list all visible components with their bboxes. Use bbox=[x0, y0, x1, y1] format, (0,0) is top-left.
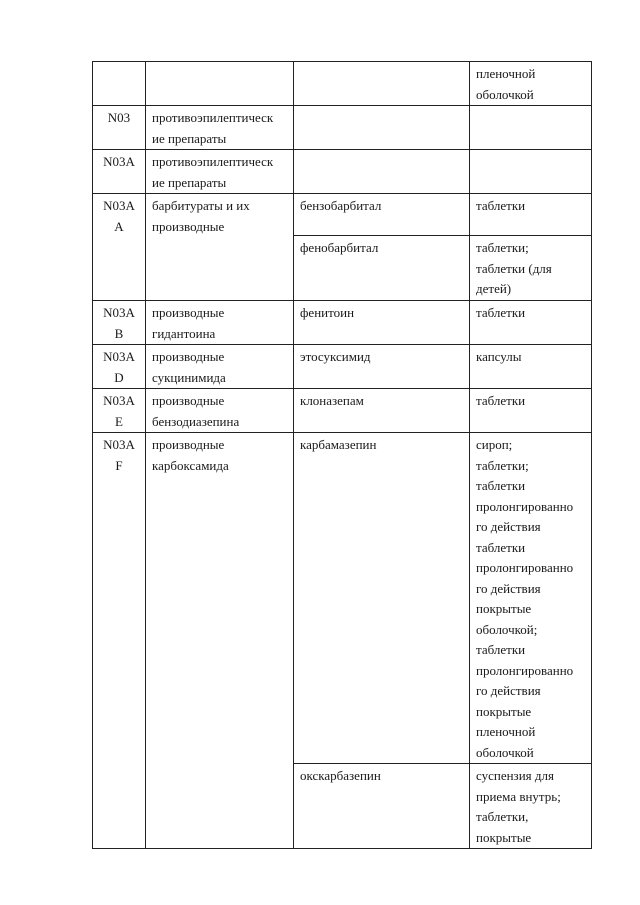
group-name-cell: производные карбоксамида bbox=[146, 433, 294, 849]
table-row bbox=[93, 345, 592, 389]
table-row bbox=[93, 62, 592, 106]
dosage-form-cell: таблетки bbox=[470, 389, 592, 433]
atc-code-cell: N03A A bbox=[93, 194, 146, 301]
drug-table bbox=[92, 61, 592, 849]
group-name-cell: производные сукцинимида bbox=[146, 345, 294, 389]
atc-code-cell: N03A E bbox=[93, 389, 146, 433]
drug-name-cell: клоназепам bbox=[294, 389, 470, 433]
dosage-form-cell: таблетки bbox=[470, 301, 592, 345]
dosage-form-cell: суспензия для приема внутрь; таблетки, покрытые bbox=[470, 764, 592, 849]
atc-code-cell: N03 bbox=[93, 106, 146, 150]
group-name-cell: производные бензодиазепина bbox=[146, 389, 294, 433]
drug-name-cell: этосуксимид bbox=[294, 345, 470, 389]
atc-code-cell: N03A B bbox=[93, 301, 146, 345]
drug-name-cell: бензобарбитал bbox=[294, 194, 470, 236]
group-name-cell: производные гидантоина bbox=[146, 301, 294, 345]
drug-name-cell: фенитоин bbox=[294, 301, 470, 345]
dosage-form-cell: капсулы bbox=[470, 345, 592, 389]
dosage-form-cell bbox=[470, 106, 592, 150]
atc-code-cell bbox=[93, 62, 146, 106]
drug-name-cell bbox=[294, 106, 470, 150]
dosage-form-cell: таблетки bbox=[470, 194, 592, 236]
drug-name-cell bbox=[294, 150, 470, 194]
drug-name-cell: окскарбазепин bbox=[294, 764, 470, 849]
group-name-cell: барбитураты и их производные bbox=[146, 194, 294, 301]
dosage-form-cell: пленочной оболочкой bbox=[470, 62, 592, 106]
table-row bbox=[93, 301, 592, 345]
table-row bbox=[93, 433, 592, 764]
atc-code-cell: N03A bbox=[93, 150, 146, 194]
atc-code-cell: N03A D bbox=[93, 345, 146, 389]
dosage-form-cell: таблетки; таблетки (для детей) bbox=[470, 236, 592, 301]
atc-code-cell: N03A F bbox=[93, 433, 146, 849]
dosage-form-cell: сироп; таблетки; таблетки пролонгированно го действия таблетки пролонгированно го действия покрытые оболочкой; таблетки пролонгированно го действия покрытые пленочной оболочкой bbox=[470, 433, 592, 764]
drug-name-cell bbox=[294, 62, 470, 106]
drug-name-cell: карбамазепин bbox=[294, 433, 470, 764]
group-name-cell bbox=[146, 62, 294, 106]
table-row bbox=[93, 194, 592, 236]
table-row bbox=[93, 389, 592, 433]
group-name-cell: противоэпилептическ ие препараты bbox=[146, 106, 294, 150]
dosage-form-cell bbox=[470, 150, 592, 194]
group-name-cell: противоэпилептическ ие препараты bbox=[146, 150, 294, 194]
table-row bbox=[93, 150, 592, 194]
table-row bbox=[93, 106, 592, 150]
drug-name-cell: фенобарбитал bbox=[294, 236, 470, 301]
